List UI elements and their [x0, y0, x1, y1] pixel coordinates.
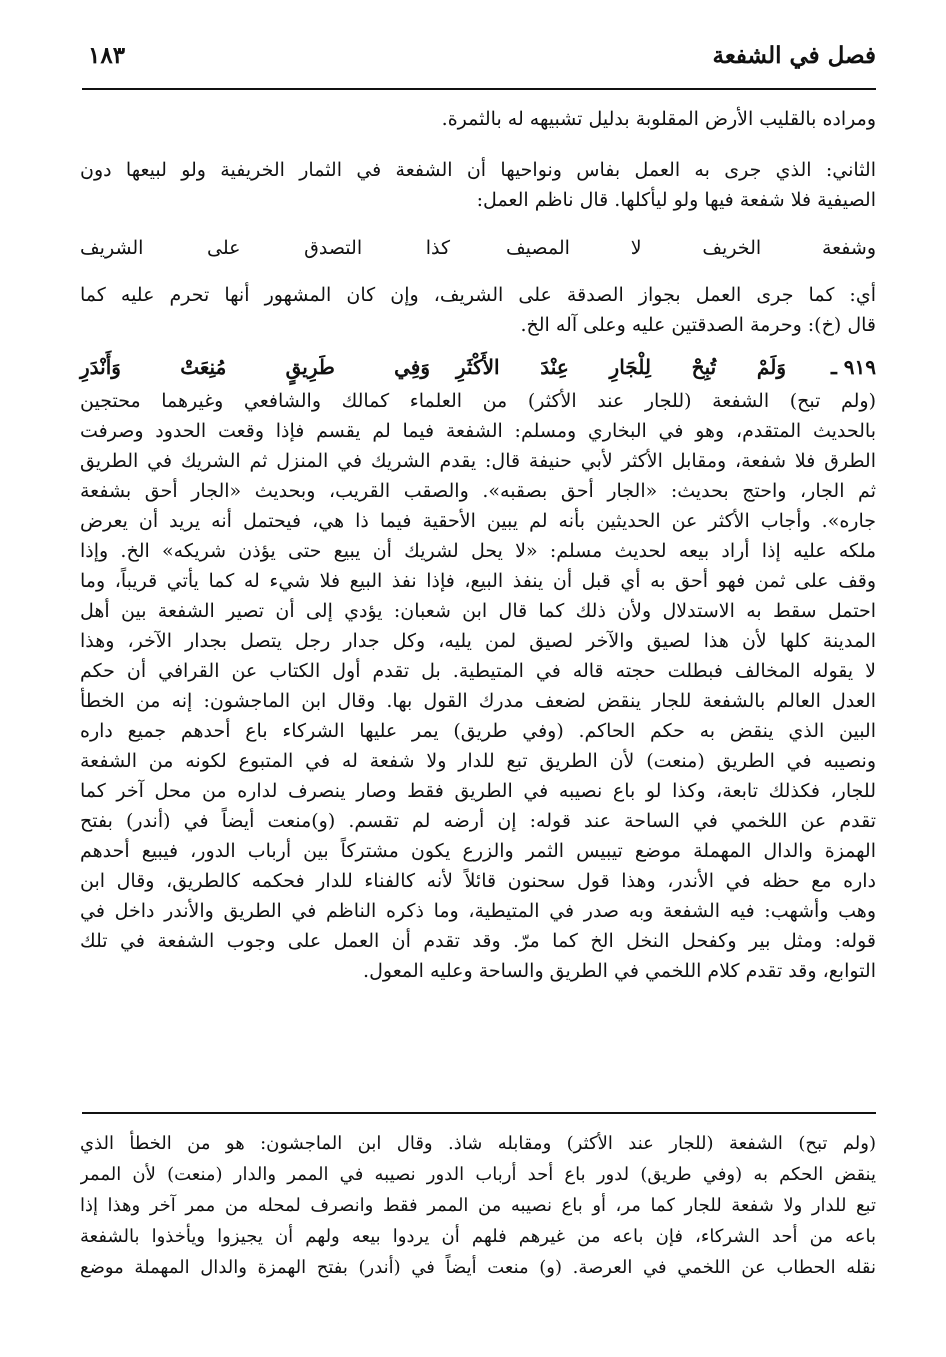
text-line: جاره». وأجاب الأكثر عن الحديثين بأنه لم يبين الأحقية فيما ذا هي، فيحتمل أنه يريد أن يعرض [80, 510, 876, 532]
footnote-rule [82, 1112, 876, 1114]
main-verse [80, 348, 876, 386]
intro-paragraph [80, 104, 876, 134]
text-line: بالحديث المتقدم، وهو في البخاري ومسلم: الشفعة فيما لم يقسم فإذا وقعت الحدود وصرفت [80, 420, 876, 442]
text-line: لا يقوله المخالف فبطلت حجته قاله في المتيطية. بل تقدم أول الكتاب عن القرافي أن حكم [80, 660, 876, 682]
main-verse-hemistich-2: وَفِي طَرِيقٍ مُنِعَتْ وَأَنْدَرِ [80, 355, 430, 379]
text-line: قال (خ): وحرمة الصدقتين عليه وعلى آله الخ. [520, 314, 876, 336]
text-line: التوابع، وقد تقدم كلام اللخمي في الطريق والساحة وعليه المعول. [363, 960, 876, 982]
main-verse-hemistich-1: وَلَمْ تُبِحْ لِلْجَارِ عِنْدَ الأَكْثَرِ [456, 355, 786, 379]
text-line: (ولم تبح) الشفعة (للجار عند الأكثر) من العلماء كمالك والشافعي وغيرهما محتجين [80, 390, 876, 412]
text-line: المدينة كلها لأن هذا لصيق والآخر لصيق لمن يليه، وكل جدار رجل يتصل بجدار الآخر، وهذا [80, 630, 876, 652]
cited-verse [80, 232, 876, 264]
second-paragraph [80, 155, 876, 215]
text-line: ملكه عليه إذا أراد بيعه لحديث مسلم: «لا يحل لشريك أن يبيع حتى يؤذن شريكه» الخ. وإذا [80, 540, 876, 562]
text-line: ومراده بالقليب الأرض المقلوبة بدليل تشبيهه له بالثمرة. [441, 108, 876, 130]
header-rule [82, 88, 876, 90]
verse-number: ٩١٩ ـ [830, 355, 876, 379]
text-line: قوله: ومثل بير وكفحل النخل الخ كما مرّ. وقد تقدم أن العمل على وجوب الشفعة في تلك [80, 930, 876, 952]
text-line: ينقض الحكم به (وفي طريق) لدور باع أحد أرباب الدور نصيبه في الممر والدار (منعت) لأن الممر [80, 1164, 876, 1185]
text-line: نقله الحطاب عن اللخمي في العرصة. (و) منعت أيضاً في (أندر) بفتح الهمزة والدال المهملة موضع [80, 1257, 876, 1278]
text-line: أي: كما جرى العمل بجواز الصدقة على الشريف، وإن كان المشهور أنها تحرم عليه كما [80, 284, 876, 306]
cited-verse-hemistich-2: كذا التصدق على الشريف [80, 237, 450, 259]
text-line: البين الذي ينقض به حكم الحاكم. (وفي طريق) يمر عليها الشركاء باع أحدهم جميع داره [80, 720, 876, 742]
text-line: الصيفية فلا شفعة فيها ولو ليأكلها. قال ناظم العمل: [476, 189, 876, 211]
cited-verse-hemistich-1: وشفعة الخريف لا المصيف [506, 237, 876, 259]
text-line: وقف على ثمن فهو أحق به أي قبل أن ينفذ البيع، فإذا نفذ البيع فلا شيء له كما يأتي قريباً، وما [80, 570, 876, 592]
text-line: الهمزة والدال المهملة موضع تيبيس الثمر والزرع يكون مشتركاً بين أرباب الدور، فيبيع أحدهم [80, 840, 876, 862]
text-line: احتمل سقط به الاستدلال ولأن ذلك كما قال ابن شعبان: يؤدي إلى أن تصير الشفعة بين أهل [80, 600, 876, 622]
running-title: فصل في الشفعة [712, 42, 876, 69]
text-line: باعه من أحد الشركاء، فإن باعه من غيرهم فلهم أن يردوا بيعه ولهم أن يجيزوا ويأخذوا بالشفعة [80, 1226, 876, 1247]
text-line: الثاني: الذي جرى به العمل بفاس ونواحيها أن الشفعة في الثمار الخريفية ولو لبيعها دون [80, 159, 876, 181]
commentary [80, 386, 876, 986]
text-line: العدل العالم بالشفعة للجار ينقض لضعف مدرك القول بها. وقال ابن الماجشون: إنه من الخطأ [80, 690, 876, 712]
text-line: (ولم تبح) الشفعة (للجار عند الأكثر) ومقابله شاذ. وقال ابن الماجشون: هو من الخطأ الذي [80, 1133, 876, 1154]
text-line: الطرق فلا شفعة، ومقابل الأكثر لأبي حنيفة قال: يقدم الشريك في المنزل ثم الشريك في الطريق [80, 450, 876, 472]
text-line: داره مع حظه في الأندر، وهذا قول سحنون قائلاً لأنه كالفناء للدار فحكمه كالطريق، وقال ابن [80, 870, 876, 892]
text-line: ونصيبه في الطريق (منعت) لأن الطريق تبع للدار ولا شفعة له في المتبوع لكونه من الشفعة [80, 750, 876, 772]
text-line: تبع للدار ولا شفعة للجار كما مر، أو باع نصيبه من الممر فقط وانصرف لمحله من ممر آخر وهذا إذا [80, 1195, 876, 1216]
after-verse-paragraph [80, 280, 876, 340]
text-line: تقدم عن اللخمي في الساحة عند قوله: إن أرضه لم تقسم. (و)منعت أيضاً في (أندر) بفتح [80, 810, 876, 832]
text-line: للجار، فكذلك تابعة، وكذا لو باع نصيبه في الطريق فقط وصار ينصرف لداره من محل آخر كما [80, 780, 876, 802]
text-line: وهب وأشهب: فيه الشفعة وبه صدر في المتيطية، وما ذكره الناظم في الطريق والأندر داخل في [80, 900, 876, 922]
page-header [80, 36, 876, 88]
footnote [80, 1128, 876, 1283]
text-line: ثم الجار، واحتج بحديث: «الجار أحق بصقبه». والصقب القريب، وبحديث «الجار أحق بشفعة [80, 480, 876, 502]
page-number: ١٨٣ [88, 42, 126, 69]
